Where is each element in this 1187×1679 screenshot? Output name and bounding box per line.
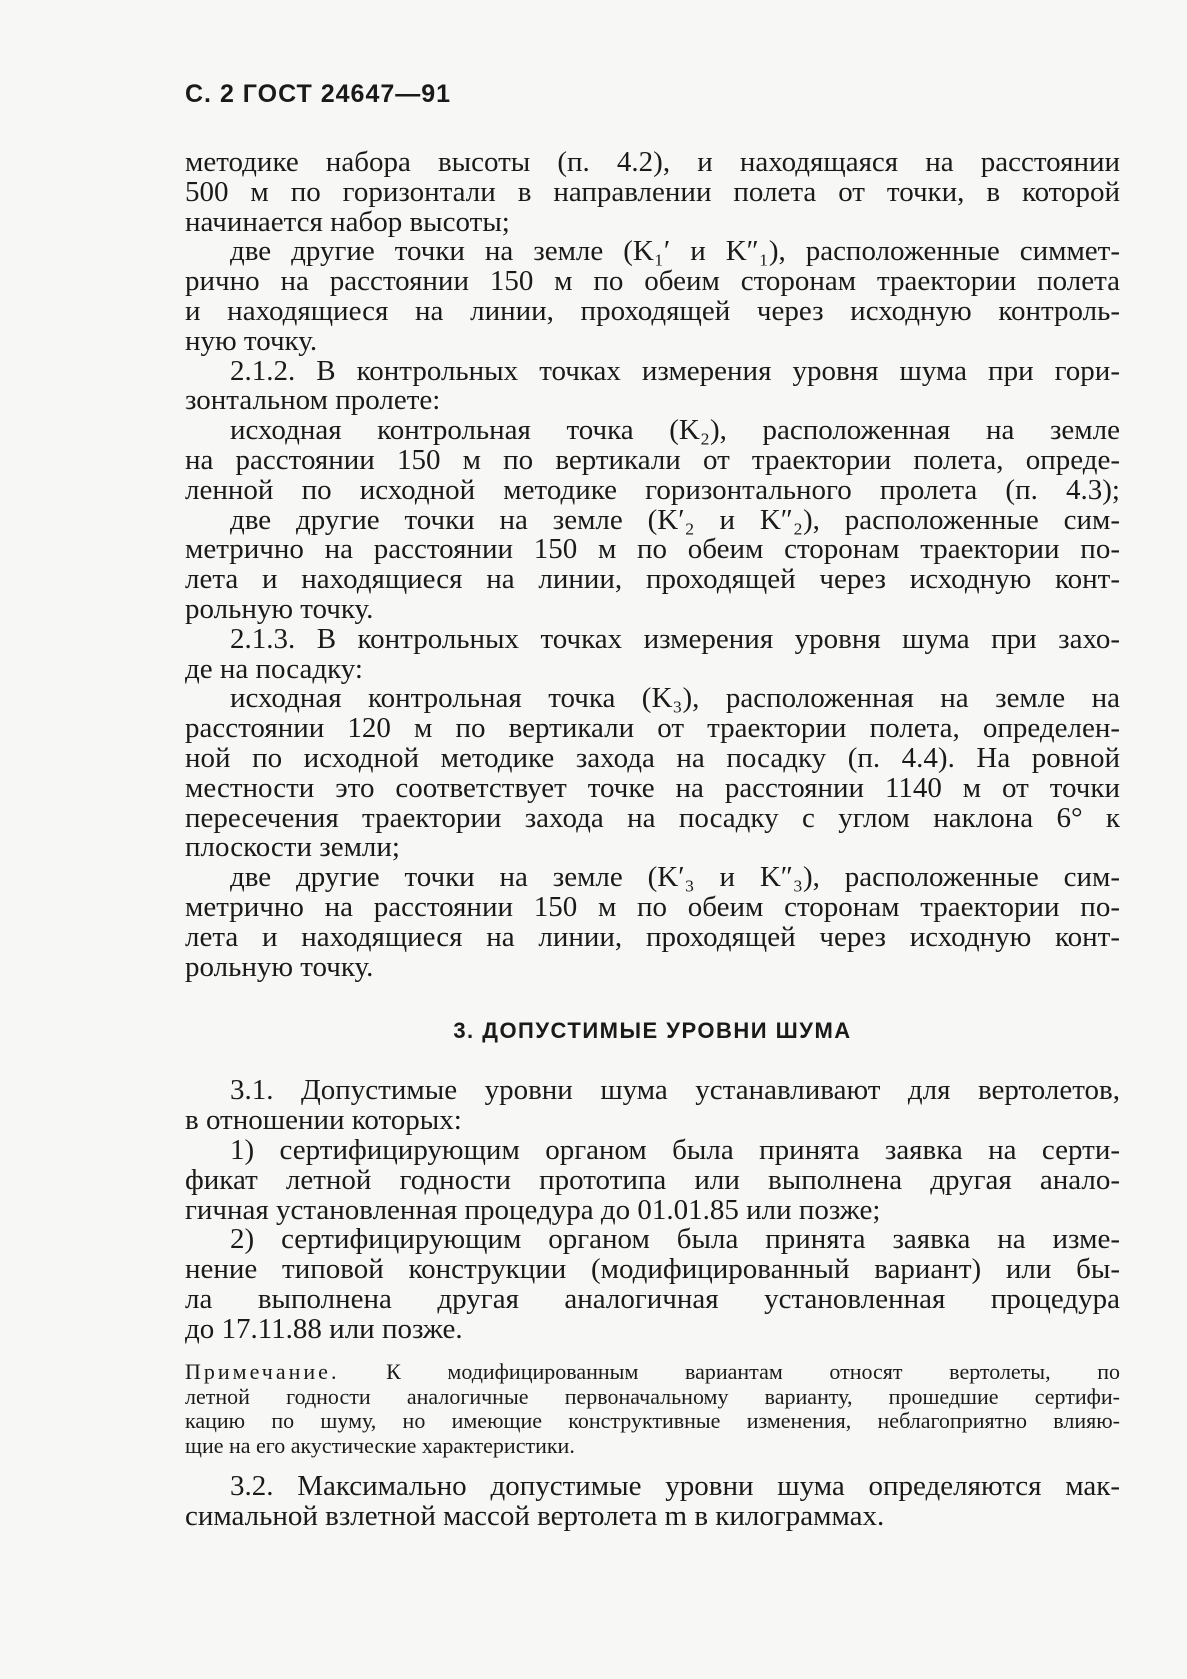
text-line: метрично на расстоянии 150 м по обеим сторонам траектории по- (185, 533, 1120, 566)
text-line: до 17.11.88 или позже. (185, 1312, 463, 1345)
text-line: рольную точку. (185, 592, 374, 625)
text-line: местности это соответствует точке на расстоянии 1140 м от точки (185, 771, 1120, 804)
note-block (185, 1360, 1120, 1458)
text-line: две другие точки на земле (K₁′ и K″₁), расположенные симмет- (230, 235, 1120, 268)
text-line: зонтальном пролете: (185, 384, 441, 417)
section-heading: 3. ДОПУСТИМЫЕ УРОВНИ ШУМА (453, 1018, 852, 1044)
text-line: 3.1. Допустимые уровни шума устанавливают для вертолетов, (230, 1074, 1120, 1107)
note-line (185, 1360, 1120, 1385)
note-line: летной годности аналогичные первоначальному варианту, прошедшие сертифи- (185, 1383, 1120, 1409)
text-line: 2.1.3. В контрольных точках измерения уровня шума при захо- (230, 622, 1120, 655)
text-line: две другие точки на земле (K′₃ и K″₃), расположенные сим- (230, 861, 1120, 894)
text-line: метрично на расстоянии 150 м по обеим сторонам траектории по- (185, 890, 1120, 923)
text-line: расстоянии 120 м по вертикали от траектории полета, определен- (185, 712, 1120, 745)
text-line: исходная контрольная точка (K₃), расположенная на земле на (230, 682, 1120, 715)
text-line: лета и находящиеся на линии, проходящей через исходную конт- (185, 920, 1120, 953)
note-label: Примечание. (185, 1359, 340, 1385)
text-line: методике набора высоты (п. 4.2), и находящаяся на расстоянии (185, 146, 1120, 178)
text-line: на расстоянии 150 м по вертикали от траектории полета, опреде- (185, 443, 1120, 476)
text-line: 3.2. Максимально допустимые уровни шума определяются мак- (230, 1470, 1120, 1503)
text-line: де на посадку: (185, 652, 363, 685)
text-line: ленной по исходной методике горизонтального пролета (п. 4.3); (185, 473, 1120, 506)
text-line: нение типовой конструкции (модифицированный вариант) или бы- (185, 1253, 1120, 1286)
text-line: 1) сертифицирующим органом была принята заявка на серти- (230, 1133, 1120, 1166)
text-line: 2) сертифицирующим органом была принята заявка на изме- (230, 1223, 1120, 1256)
body-text (185, 148, 1120, 1532)
text-line: начинается набор высоты; (185, 205, 510, 238)
text-line: фикат летной годности прототипа или выполнена другая анало- (185, 1163, 1120, 1196)
text-line: исходная контрольная точка (K₂), расположенная на земле (230, 414, 1120, 447)
text-line: две другие точки на земле (K′₂ и K″₂), расположенные сим- (230, 503, 1120, 536)
note-line: щие на его акустические характеристики. (185, 1432, 575, 1458)
text-line: плоскости земли; (185, 831, 400, 864)
text-line: ную точку. (185, 324, 318, 357)
text-line: пересечения траектории захода на посадку с углом наклона 6° к (185, 801, 1120, 834)
text-line: ной по исходной методике захода на посадку (п. 4.4). На ровной (185, 741, 1120, 774)
text-line: и находящиеся на линии, проходящей через исходную контроль- (185, 294, 1120, 327)
text-line: 500 м по горизонтали в направлении полета от точки, в которой (185, 175, 1120, 208)
text-line: лета и находящиеся на линии, проходящей через исходную конт- (185, 563, 1120, 596)
text-line: ла выполнена другая аналогичная установленная процедура (185, 1282, 1120, 1315)
note-text: К модифицированным вариантам относят вертолеты, по (386, 1359, 1121, 1385)
text-line: рольную точку. (185, 950, 374, 983)
text-line: рично на расстоянии 150 м по обеим сторонам траектории полета (185, 265, 1120, 298)
text-line: в отношении которых: (185, 1104, 462, 1137)
note-line: кацию по шуму, но имеющие конструктивные изменения, неблагоприятно влияю- (185, 1408, 1120, 1434)
text-line: 2.1.2. В контрольных точках измерения уровня шума при гори- (230, 354, 1120, 387)
page-header: С. 2 ГОСТ 24647—91 (185, 80, 452, 108)
text-line: симальной взлетной массой вертолета m в килограммах. (185, 1500, 885, 1533)
text-line: гичная установленная процедура до 01.01.85 или позже; (185, 1193, 881, 1226)
